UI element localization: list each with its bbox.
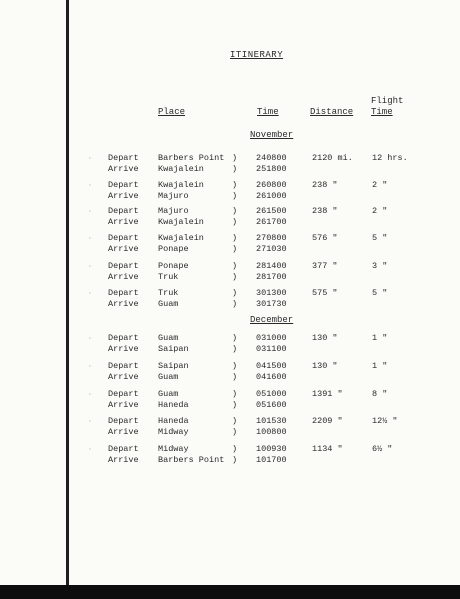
arrive-time: 261700: [256, 217, 287, 227]
itinerary-row-6: [0, 288, 460, 312]
margin-mark: ·: [88, 182, 92, 189]
from-place: Majuro: [158, 206, 189, 216]
arrive-label: Arrive: [108, 244, 139, 254]
to-place: Barbers Point: [158, 455, 225, 465]
depart-label: Depart: [108, 180, 139, 190]
margin-mark: ·: [88, 418, 92, 425]
brace-bottom: ): [232, 400, 238, 410]
flight-time: 2 ": [372, 180, 388, 190]
arrive-label: Arrive: [108, 164, 139, 174]
depart-time: 240800: [256, 153, 287, 163]
brace-bottom: ): [232, 344, 238, 354]
arrive-label: Arrive: [108, 400, 139, 410]
flight-time: 3 ": [372, 261, 388, 271]
from-place: Guam: [158, 333, 179, 343]
from-place: Saipan: [158, 361, 189, 371]
flight-time: 12½ ": [372, 416, 398, 426]
flight-time: 5 ": [372, 233, 388, 243]
arrive-label: Arrive: [108, 372, 139, 382]
brace-bottom: ): [232, 455, 238, 465]
scan-bottom-edge: [0, 585, 460, 599]
distance: 2120 mi.: [312, 153, 353, 163]
depart-time: 041500: [256, 361, 287, 371]
brace-top: ): [232, 333, 238, 343]
arrive-label: Arrive: [108, 217, 139, 227]
from-place: Kwajalein: [158, 233, 204, 243]
brace-top: ): [232, 180, 238, 190]
depart-time: 270800: [256, 233, 287, 243]
arrive-time: 031100: [256, 344, 287, 354]
header-flight: Flight: [371, 96, 404, 106]
from-place: Haneda: [158, 416, 189, 426]
itinerary-row-2: [0, 180, 460, 204]
arrive-time: 271030: [256, 244, 287, 254]
arrive-time: 101700: [256, 455, 287, 465]
header-flight-time: Time: [371, 107, 393, 117]
margin-mark: ·: [88, 446, 92, 453]
distance: 576 ": [312, 233, 338, 243]
depart-time: 100930: [256, 444, 287, 454]
itinerary-row-8: [0, 361, 460, 385]
brace-top: ): [232, 288, 238, 298]
brace-top: ): [232, 261, 238, 271]
arrive-time: 281700: [256, 272, 287, 282]
depart-label: Depart: [108, 261, 139, 271]
brace-top: ): [232, 416, 238, 426]
to-place: Majuro: [158, 191, 189, 201]
brace-bottom: ): [232, 217, 238, 227]
depart-time: 051000: [256, 389, 287, 399]
brace-bottom: ): [232, 299, 238, 309]
from-place: Truk: [158, 288, 179, 298]
arrive-label: Arrive: [108, 272, 139, 282]
itinerary-row-10: [0, 416, 460, 440]
from-place: Barbers Point: [158, 153, 225, 163]
margin-mark: ·: [88, 290, 92, 297]
arrive-label: Arrive: [108, 427, 139, 437]
depart-time: 261500: [256, 206, 287, 216]
itinerary-row-3: [0, 206, 460, 230]
brace-bottom: ): [232, 272, 238, 282]
arrive-time: 251800: [256, 164, 287, 174]
brace-bottom: ): [232, 427, 238, 437]
brace-top: ): [232, 233, 238, 243]
arrive-label: Arrive: [108, 299, 139, 309]
arrive-label: Arrive: [108, 191, 139, 201]
margin-mark: ·: [88, 235, 92, 242]
to-place: Kwajalein: [158, 217, 204, 227]
itinerary-row-1: [0, 153, 460, 177]
to-place: Guam: [158, 299, 179, 309]
itinerary-row-7: [0, 333, 460, 357]
depart-label: Depart: [108, 288, 139, 298]
arrive-time: 261000: [256, 191, 287, 201]
distance: 1134 ": [312, 444, 343, 454]
arrive-label: Arrive: [108, 455, 139, 465]
itinerary-row-5: [0, 261, 460, 285]
brace-top: ): [232, 444, 238, 454]
depart-time: 281400: [256, 261, 287, 271]
depart-time: 260800: [256, 180, 287, 190]
depart-label: Depart: [108, 361, 139, 371]
distance: 130 ": [312, 361, 338, 371]
itinerary-row-9: [0, 389, 460, 413]
flight-time: 12 hrs.: [372, 153, 408, 163]
flight-time: 8 ": [372, 389, 388, 399]
distance: 130 ": [312, 333, 338, 343]
month-november: November: [250, 130, 294, 140]
margin-mark: ·: [88, 335, 92, 342]
depart-label: Depart: [108, 444, 139, 454]
distance: 1391 ": [312, 389, 343, 399]
margin-mark: ·: [88, 391, 92, 398]
itinerary-row-11: [0, 444, 460, 468]
flight-time: 5 ": [372, 288, 388, 298]
arrive-label: Arrive: [108, 344, 139, 354]
to-place: Saipan: [158, 344, 189, 354]
flight-time: 6½ ": [372, 444, 393, 454]
depart-time: 301300: [256, 288, 287, 298]
distance: 2209 ": [312, 416, 343, 426]
arrive-time: 100800: [256, 427, 287, 437]
to-place: Kwajalein: [158, 164, 204, 174]
margin-mark: ·: [88, 155, 92, 162]
arrive-time: 051600: [256, 400, 287, 410]
brace-bottom: ): [232, 191, 238, 201]
margin-mark: ·: [88, 208, 92, 215]
depart-label: Depart: [108, 233, 139, 243]
flight-time: 1 ": [372, 361, 388, 371]
flight-time: 1 ": [372, 333, 388, 343]
distance: 238 ": [312, 180, 338, 190]
margin-mark: ·: [88, 363, 92, 370]
page-title: ITINERARY: [230, 50, 284, 60]
arrive-time: 301730: [256, 299, 287, 309]
to-place: Ponape: [158, 244, 189, 254]
brace-top: ): [232, 389, 238, 399]
depart-time: 031000: [256, 333, 287, 343]
header-place: Place: [158, 107, 186, 117]
depart-label: Depart: [108, 206, 139, 216]
from-place: Midway: [158, 444, 189, 454]
header-distance: Distance: [310, 107, 354, 117]
depart-label: Depart: [108, 416, 139, 426]
arrive-time: 041600: [256, 372, 287, 382]
month-december: December: [250, 315, 294, 325]
from-place: Guam: [158, 389, 179, 399]
distance: 238 ": [312, 206, 338, 216]
depart-label: Depart: [108, 333, 139, 343]
depart-time: 101530: [256, 416, 287, 426]
depart-label: Depart: [108, 153, 139, 163]
flight-time: 2 ": [372, 206, 388, 216]
margin-mark: ·: [88, 263, 92, 270]
from-place: Ponape: [158, 261, 189, 271]
to-place: Haneda: [158, 400, 189, 410]
brace-top: ): [232, 153, 238, 163]
from-place: Kwajalein: [158, 180, 204, 190]
brace-top: ): [232, 361, 238, 371]
distance: 575 ": [312, 288, 338, 298]
to-place: Guam: [158, 372, 179, 382]
itinerary-row-4: [0, 233, 460, 257]
brace-top: ): [232, 206, 238, 216]
depart-label: Depart: [108, 389, 139, 399]
brace-bottom: ): [232, 244, 238, 254]
header-time: Time: [257, 107, 279, 117]
brace-bottom: ): [232, 164, 238, 174]
brace-bottom: ): [232, 372, 238, 382]
distance: 377 ": [312, 261, 338, 271]
to-place: Midway: [158, 427, 189, 437]
to-place: Truk: [158, 272, 179, 282]
